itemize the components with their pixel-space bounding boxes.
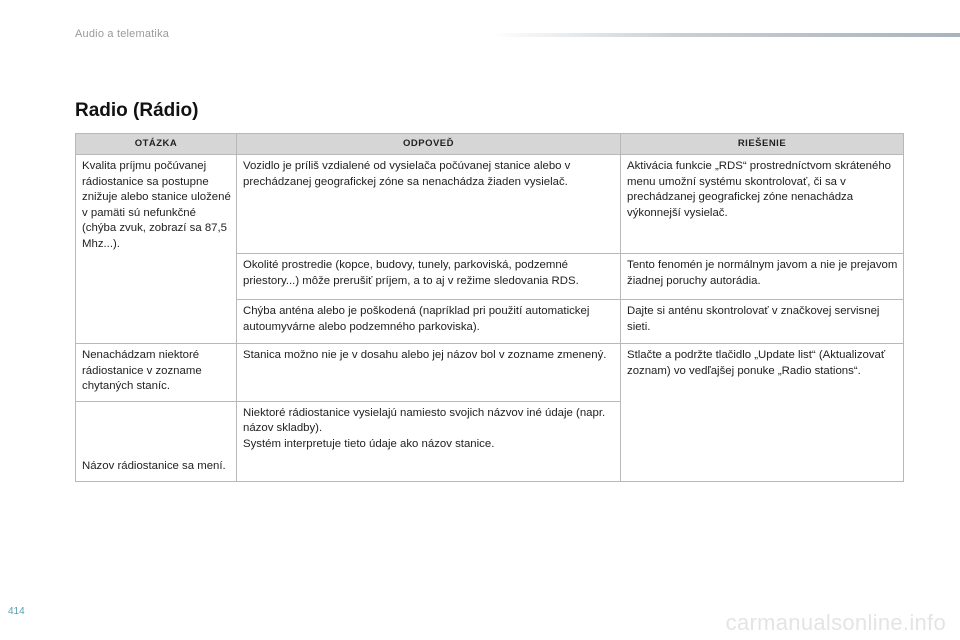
- answer-cell: Okolité prostredie (kopce, budovy, tunely, parkoviská, podzemné priestory...) môže prerušiť príjem, a to aj v režime sledovania RDS.: [237, 254, 621, 300]
- answer-cell: Vozidlo je príliš vzdialené od vysielača počúvanej stanice alebo v prechádzanej geografickej zóne sa nenachádza žiaden vysielač.: [237, 155, 621, 254]
- table-row: [76, 155, 904, 254]
- column-header-question: OTÁZKA: [76, 134, 237, 155]
- table-header-row: [76, 134, 904, 155]
- solution-cell: Dajte si anténu skontrolovať v značkovej servisnej sieti.: [621, 300, 904, 344]
- column-header-answer: ODPOVEĎ: [237, 134, 621, 155]
- watermark: carmanualsonline.info: [725, 610, 946, 635]
- column-header-solution: RIEŠENIE: [621, 134, 904, 155]
- question-cell: Nenachádzam niektoré rádiostanice v zozname chytaných staníc.: [76, 344, 237, 402]
- troubleshooting-table: [75, 133, 904, 482]
- page-title: Radio (Rádio): [75, 100, 199, 121]
- solution-cell: Tento fenomén je normálnym javom a nie je prejavom žiadnej poruchy autorádia.: [621, 254, 904, 300]
- page-number: 414: [8, 606, 25, 617]
- question-cell: Kvalita príjmu počúvanej rádiostanice sa postupne znižuje alebo stanice uložené v pamäti sú nefunkčné (chýba zvuk, zobrazí sa 87,5 Mhz...).: [76, 155, 237, 344]
- answer-cell: Stanica možno nie je v dosahu alebo jej názov bol v zozname zmenený.: [237, 344, 621, 402]
- solution-cell: Aktivácia funkcie „RDS“ prostredníctvom skráteného menu umožní systému skontrolovať, či sa v prechádzanej geografickej zóne nenachádza výkonnejší vysielač.: [621, 155, 904, 254]
- section-title: Audio a telematika: [75, 28, 170, 40]
- header-divider: [490, 33, 960, 37]
- answer-cell: Niektoré rádiostanice vysielajú namiesto svojich názvov iné údaje (napr. názov skladby). Systém interpretuje tieto údaje ako názov stanice.: [237, 401, 621, 481]
- question-cell: Názov rádiostanice sa mení.: [76, 401, 237, 481]
- answer-cell: Chýba anténa alebo je poškodená (napríklad pri použití automatickej autoumyvárne alebo podzemného parkoviska).: [237, 300, 621, 344]
- solution-cell: Stlačte a podržte tlačidlo „Update list“ (Aktualizovať zoznam) vo vedľajšej ponuke „Radio stations“.: [621, 344, 904, 482]
- table-row: [76, 344, 904, 402]
